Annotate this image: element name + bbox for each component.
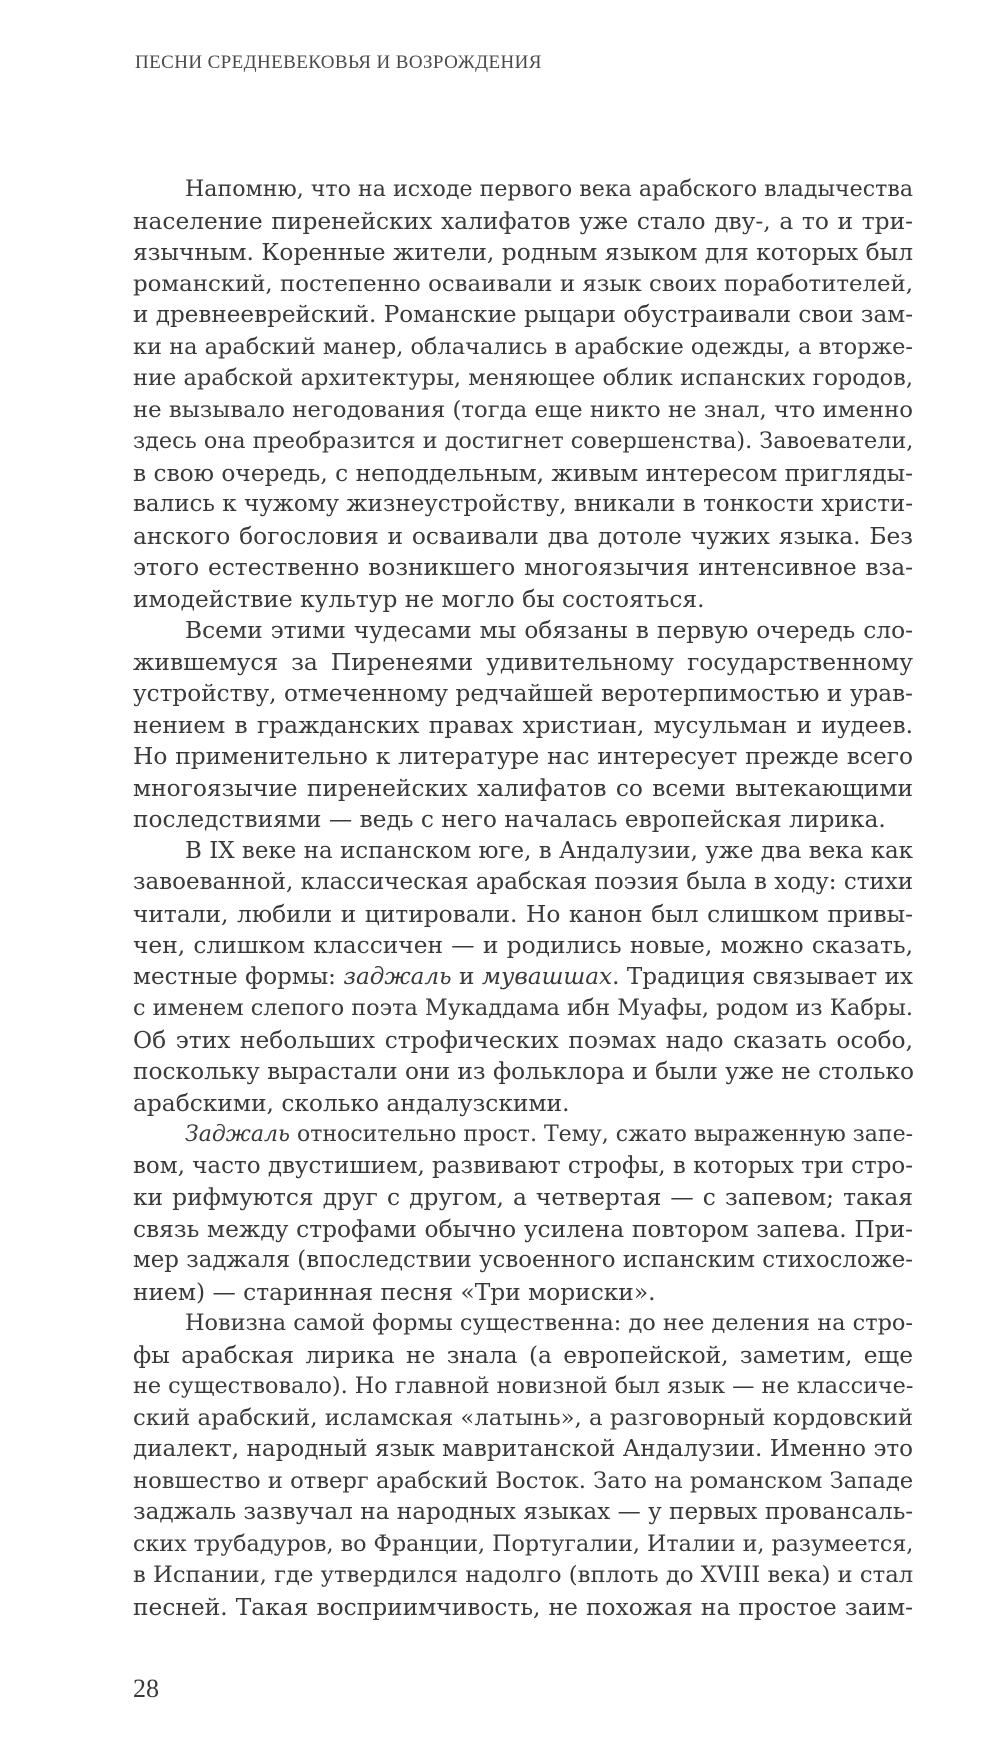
text-line: не существовало). Но главной новизной был язык — не классиче- — [133, 1373, 914, 1399]
text-line: диалект, народный язык мавританской Андалузии. Именно это — [133, 1436, 913, 1462]
text-line: новшество и отверг арабский Восток. Зато на романском Западе — [133, 1467, 914, 1494]
text-line: связь между строфами обычно усилена повтором запева. При- — [133, 1215, 913, 1243]
text-line: ки на арабский манер, облачались в арабские одежды, а вторже- — [133, 333, 913, 360]
page-number: 28 — [133, 1674, 159, 1703]
text-line: вом, часто двустишием, развивают строфы, в которых три стро- — [133, 1152, 913, 1179]
paragraph — [133, 174, 913, 615]
text-line: жившемуся за Пиренеями удивительному государственному — [133, 648, 913, 676]
text-line: мер заджаля (впоследствии усвоенного испанским стихосложе- — [133, 1247, 913, 1273]
text-line: вались к чужому жизнеустройству, вникали в тонкости христи- — [133, 491, 913, 517]
text-line: Напомню, что на исходе первого века арабского владычества — [185, 176, 913, 202]
text-line: арабскими, сколько андалузскими. — [133, 1089, 570, 1117]
text-line: Заджаль относительно прост. Тему, сжато выраженную запе- — [185, 1122, 914, 1147]
text-line: поскольку вырастали они из фольклора и были уже не столько — [133, 1058, 914, 1085]
text-line: анского богословия и осваивали два дотоле чужих языка. Без — [133, 522, 913, 550]
running-head: ПЕСНИ СРЕДНЕВЕКОВЬЯ И ВОЗРОЖДЕНИЯ — [135, 52, 542, 73]
text-line: Новизна самой формы существенна: до нее деления на стро- — [185, 1310, 913, 1336]
text-line: В IX веке на испанском юге, в Андалузии, уже два века как — [185, 837, 913, 864]
text-line: чен, слишком классичен — и родились новые, можно сказать, — [133, 932, 913, 959]
paragraph — [133, 1308, 913, 1623]
text-line: язычным. Коренные жители, родным языком для которых был — [133, 239, 913, 266]
text-line: нением в гражданских правах христиан, мусульман и иудеев. — [133, 711, 913, 739]
text-line: местные формы: заджаль и мувашшах. Традиция связывает их — [133, 963, 913, 990]
text-line: этого естественно возникшего многоязычия интенсивное вза- — [133, 554, 913, 581]
text-line: фы арабская лирика не знала (а европейской, заметим, еще — [133, 1341, 913, 1369]
text-line: ние арабской архитектуры, меняющее облик испанских городов, — [133, 365, 913, 391]
text-line: не вызывало негодования (тогда еще никто не знал, что именно — [133, 396, 913, 423]
text-line: завоеванной, классическая арабская поэзия была в ходу: стихи — [133, 869, 913, 895]
text-line: ских трубадуров, во Франции, Португалии, Италии и, разумеется, — [133, 1530, 914, 1557]
text-line: с именем слепого поэта Мукаддама ибн Муафы, родом из Кабры. — [133, 995, 913, 1021]
text-line: ский арабский, исламская «латынь», а разговорный кордовский — [133, 1404, 913, 1431]
text-line: Но применительно к литературе нас интересует прежде всего — [133, 743, 913, 770]
text-line: население пиренейских халифатов уже стало дву-, а то и три- — [133, 207, 913, 235]
text-line: Всеми этими чудесами мы обязаны в первую очередь сло- — [185, 617, 913, 644]
body-text — [133, 174, 913, 1623]
text-line: и древнееврейский. Романские рыцари обустраивали свои зам- — [133, 302, 913, 328]
text-line: последствиями — ведь с него началась европейская лирика. — [133, 806, 886, 833]
text-line: песней. Такая восприимчивость, не похожая на простое заим- — [133, 1593, 913, 1621]
text-line: здесь она преобразится и достигнет совершенства). Завоеватели, — [133, 428, 914, 454]
text-line: читали, любили и цитировали. Но канон был слишком привы- — [133, 900, 913, 928]
paragraph — [133, 1119, 913, 1308]
text-line: романский, постепенно осваивали и язык своих поработителей, — [133, 270, 913, 297]
text-line: в Испании, где утвердился надолго (вплоть до XVIII века) и стал — [133, 1562, 914, 1588]
text-line: заджаль зазвучал на народных языках — у первых провансаль- — [133, 1499, 914, 1525]
text-line: устройству, отмеченному редчайшей веротерпимостью и урав- — [133, 680, 913, 707]
text-line: нием) — старинная песня «Три мориски». — [133, 1278, 656, 1306]
text-line: имодействие культур не могло бы состояться. — [133, 585, 705, 613]
text-line: в свою очередь, с неподдельным, живым интересом пригляды- — [133, 459, 914, 487]
paragraph — [133, 615, 913, 836]
text-line: ки рифмуются друг с другом, а четвертая — с запевом; такая — [133, 1184, 913, 1211]
text-line: Об этих небольших строфических поэмах надо сказать особо, — [133, 1026, 913, 1054]
text-line: многоязычие пиренейских халифатов со всеми вытекающими — [133, 774, 913, 802]
paragraph — [133, 836, 913, 1120]
